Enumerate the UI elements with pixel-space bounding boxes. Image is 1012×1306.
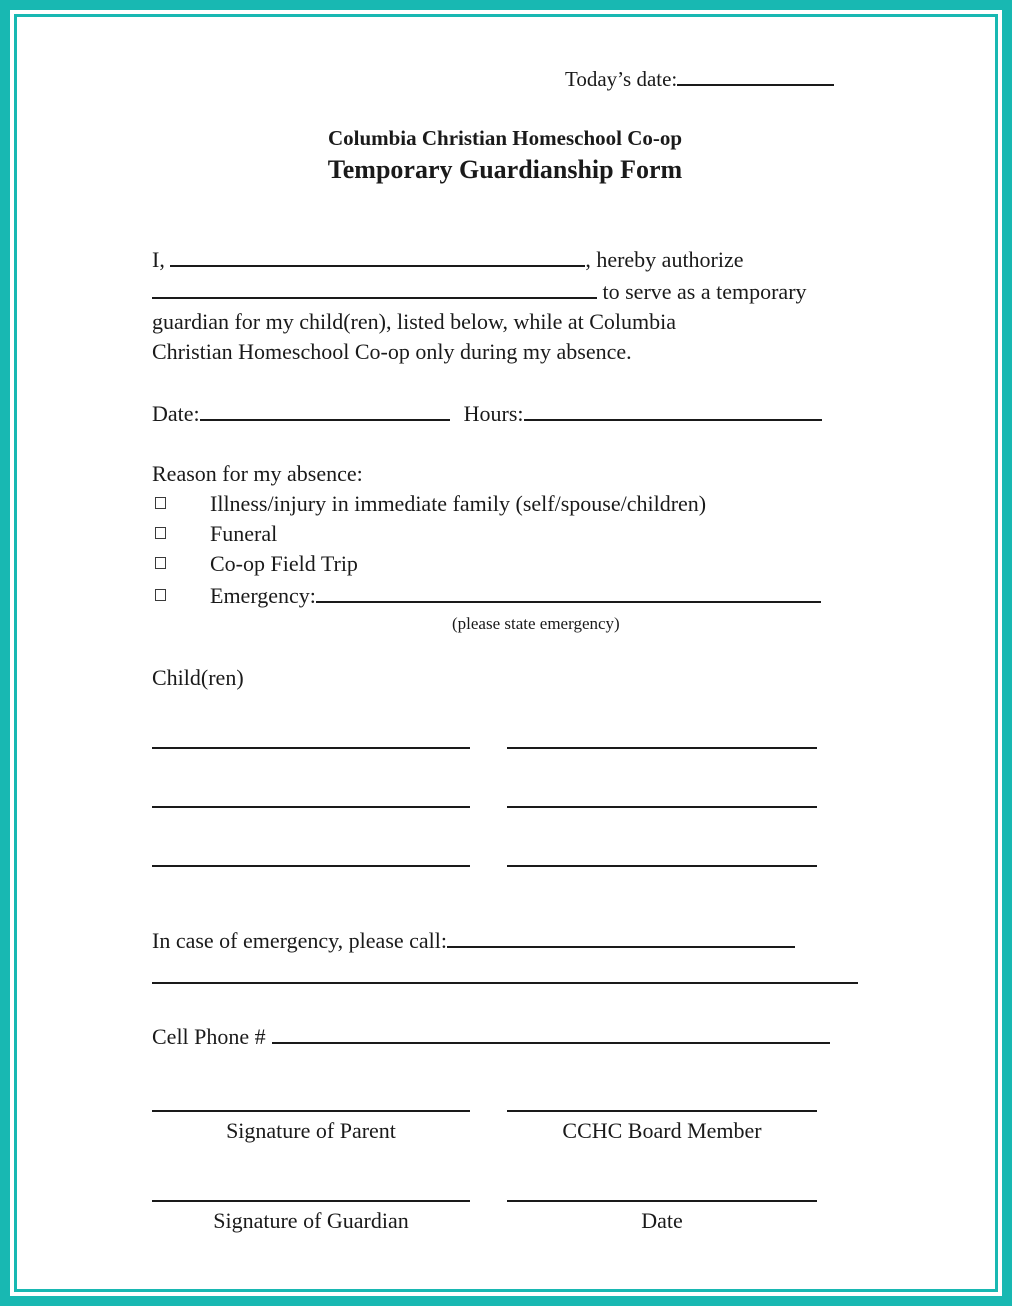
emergency-contact-section [152, 924, 858, 984]
inner-border-frame [14, 14, 998, 1292]
column-gap [470, 806, 507, 808]
authorization-line2-suffix: to serve as a temporary [597, 279, 807, 304]
authorization-line-4: Christian Homeschool Co-op only during my absence. [152, 339, 632, 364]
date-signed-cell [507, 1200, 817, 1236]
guardian-name-blank [152, 275, 597, 299]
children-blank-rows [152, 747, 858, 867]
children-heading: Child(ren) [152, 665, 244, 690]
emergency-call-label: In case of emergency, please call: [152, 928, 448, 953]
date-signed-label: Date [641, 1208, 683, 1233]
child-name-blank [507, 747, 817, 749]
children-section [152, 663, 858, 867]
board-member-line [507, 1110, 817, 1112]
emergency-description-blank [316, 579, 821, 603]
child-row [152, 806, 858, 808]
org-name: Columbia Christian Homeschool Co-op [327, 126, 683, 150]
option-label: Co-op Field Trip [210, 551, 358, 576]
child-name-blank [152, 806, 470, 808]
board-member-label: CCHC Board Member [562, 1118, 762, 1143]
authorization-prefix: I, [152, 247, 165, 272]
signature-parent-cell [152, 1110, 470, 1146]
checkbox-icon [155, 557, 166, 569]
today-date-label: Today’s date: [565, 67, 678, 91]
date-label: Date: [152, 401, 200, 426]
authorization-line1-suffix: , hereby authorize [585, 247, 744, 272]
date-blank [200, 397, 450, 421]
signature-guardian-line [152, 1200, 470, 1202]
absence-option-field-trip [152, 549, 858, 579]
emergency-call-blank-line2 [152, 982, 858, 984]
absence-option-funeral [152, 519, 858, 549]
column-gap [470, 1200, 507, 1236]
signature-row-2 [152, 1200, 858, 1236]
option-label: Emergency: [210, 583, 316, 608]
authorizer-name-blank [170, 243, 585, 267]
absence-heading: Reason for my absence: [152, 461, 363, 486]
signature-parent-label: Signature of Parent [226, 1118, 396, 1143]
signature-section [152, 1110, 858, 1236]
child-name-blank [152, 865, 470, 867]
signature-guardian-cell [152, 1200, 470, 1236]
signature-row-1 [152, 1110, 858, 1146]
checkbox-icon [155, 527, 166, 539]
cell-phone-row [152, 1020, 858, 1052]
authorization-paragraph [152, 243, 858, 367]
today-date-blank [677, 63, 834, 86]
emergency-call-blank [447, 924, 795, 948]
absence-option-emergency [152, 579, 858, 611]
authorization-line-1 [152, 243, 858, 275]
signature-guardian-label: Signature of Guardian [213, 1208, 409, 1233]
column-gap [470, 747, 507, 749]
child-name-blank [507, 865, 817, 867]
date-hours-row [152, 397, 858, 429]
form-title: Temporary Guardianship Form [327, 155, 683, 184]
title-block [152, 123, 858, 187]
signature-parent-line [152, 1110, 470, 1112]
absence-option-illness [152, 489, 858, 519]
emergency-note: (please state emergency) [452, 614, 620, 633]
authorization-line-3: guardian for my child(ren), listed below, while at Columbia [152, 309, 676, 334]
date-signed-line [507, 1200, 817, 1202]
cell-phone-label: Cell Phone # [152, 1024, 266, 1049]
board-member-cell [507, 1110, 817, 1146]
child-name-blank [507, 806, 817, 808]
column-gap [470, 865, 507, 867]
checkbox-icon [155, 497, 166, 509]
checkbox-icon [155, 589, 166, 601]
today-date-row [565, 63, 858, 93]
child-name-blank [152, 747, 470, 749]
child-row [152, 747, 858, 749]
cell-phone-blank [272, 1020, 830, 1044]
option-label: Illness/injury in immediate family (self/spouse/children) [210, 491, 707, 516]
column-gap [470, 1110, 507, 1146]
child-row [152, 865, 858, 867]
hours-label: Hours: [463, 401, 524, 426]
absence-section [152, 459, 858, 635]
hours-blank [524, 397, 822, 421]
authorization-line-2 [152, 275, 858, 307]
option-label: Funeral [210, 521, 278, 546]
